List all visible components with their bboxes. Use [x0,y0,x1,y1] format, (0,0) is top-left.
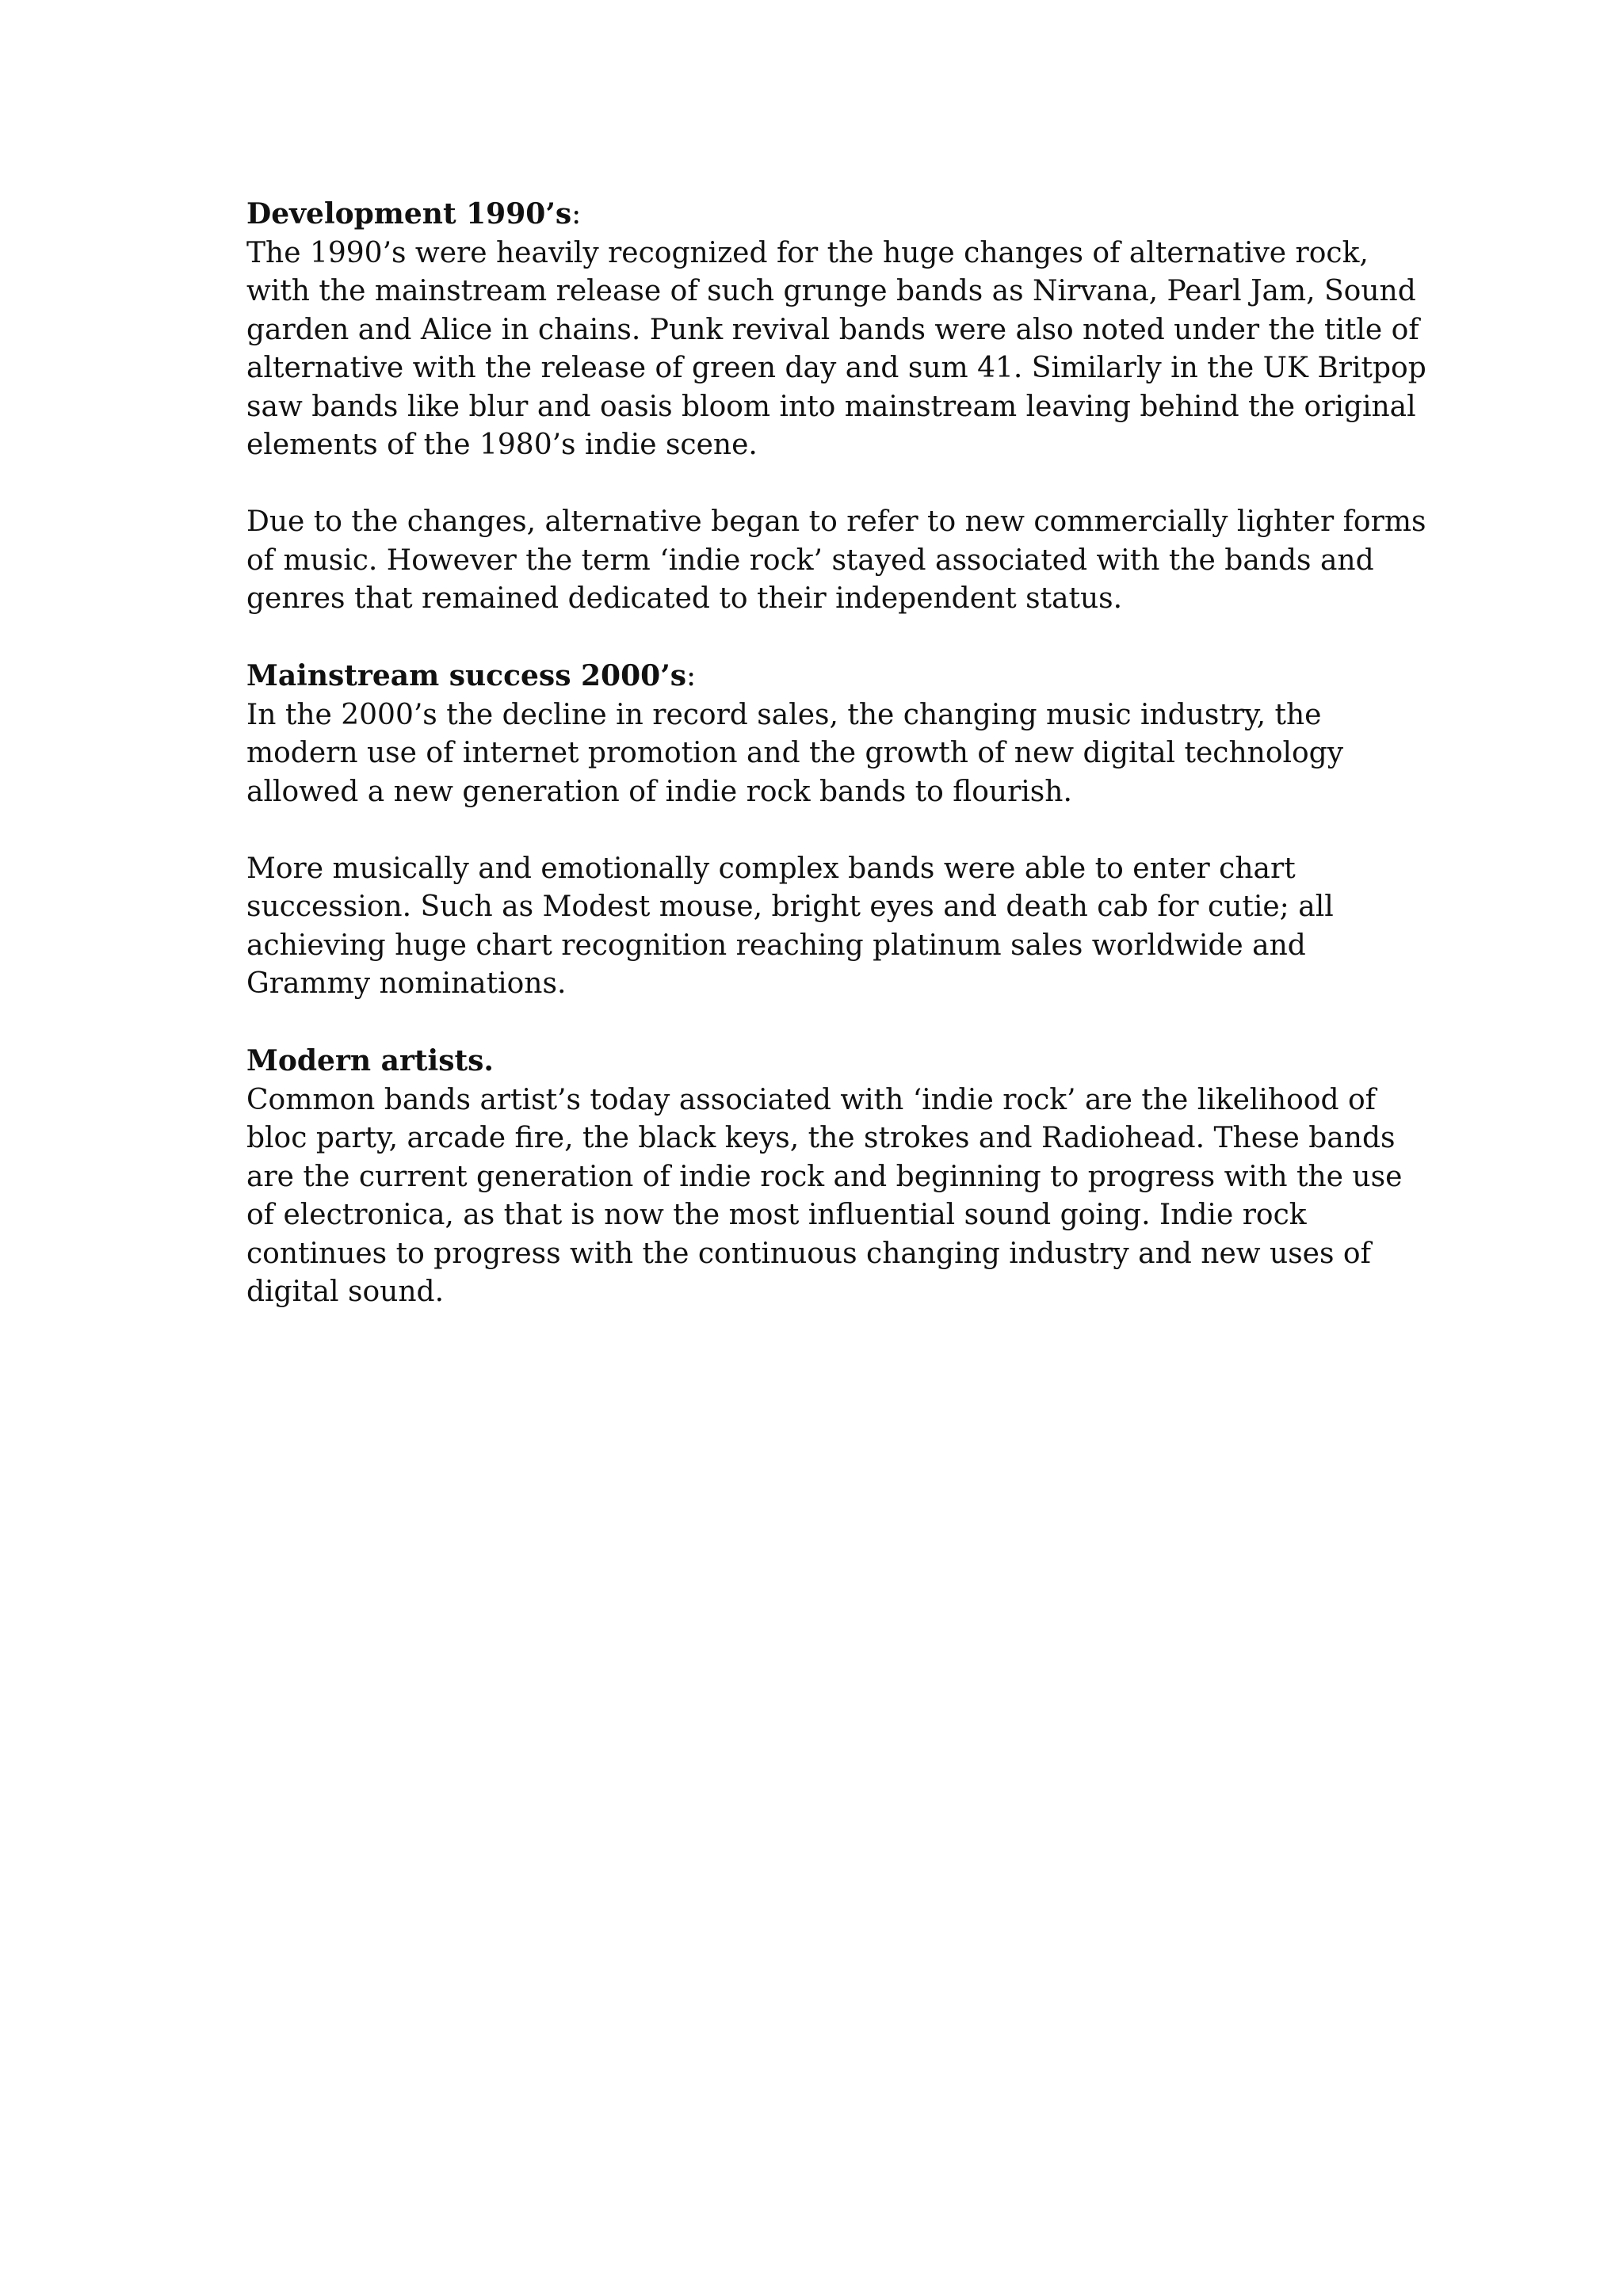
paragraph [246,1081,1403,1312]
text-line: bloc party, arcade fire, the black keys, the strokes and Radiohead. These bands [246,1122,1396,1154]
text-line: genres that remained dedicated to their independent status. [246,582,1123,615]
text-line: garden and Alice in chains. Punk revival bands were also noted under the title of [246,313,1419,346]
text-line: allowed a new generation of indie rock bands to flourish. [246,775,1072,808]
text-line: of music. However the term ‘indie rock’ stayed associated with the bands and [246,543,1374,577]
text-line: elements of the 1980’s indie scene. [246,429,758,461]
text-line: with the mainstream release of such grunge bands as Nirvana, Pearl Jam, Sound [246,275,1416,307]
section-heading [246,195,1388,235]
section-heading [246,1042,1388,1081]
text-line: continues to progress with the continuous changing industry and new uses of [246,1237,1371,1270]
paragraph [246,235,1426,465]
paragraph [246,696,1388,812]
text-line: The 1990’s were heavily recognized for the huge changes of alternative rock, [246,236,1369,269]
text-line: Common bands artist’s today associated with ‘indie rock’ are the likelihood of [246,1083,1376,1116]
paragraph [246,850,1388,1004]
text-line: In the 2000’s the decline in record sales, the changing music industry, the [246,698,1322,731]
section-heading-text: Modern artists. [246,1044,494,1077]
section-heading [246,657,1388,696]
text-line: saw bands like blur and oasis bloom into mainstream leaving behind the original [246,390,1416,423]
section-heading-text: Mainstream success 2000’s [246,659,686,692]
text-line: modern use of internet promotion and the growth of new digital technology [246,737,1344,769]
text-line: More musically and emotionally complex bands were able to enter chart [246,852,1296,885]
text-line: Grammy nominations. [246,967,567,1000]
section-mainstream-success-2000s [246,657,1388,1004]
text-line: achieving huge chart recognition reaching platinum sales worldwide and [246,929,1306,962]
text-line: of electronica, as that is now the most influential sound going. Indie rock [246,1199,1307,1231]
text-line: digital sound. [246,1276,445,1308]
paragraph [246,503,1426,619]
section-development-1990s [246,195,1426,619]
text-line: alternative with the release of green day and sum 41. Similarly in the UK Britpop [246,352,1426,384]
section-heading-text: Development 1990’s [246,197,572,231]
section-modern-artists [246,1042,1403,1312]
text-line: Due to the changes, alternative began to refer to new commercially lighter forms [246,505,1426,538]
text-line: succession. Such as Modest mouse, bright eyes and death cab for cutie; all [246,891,1334,923]
text-line: are the current generation of indie rock and beginning to progress with the use [246,1160,1403,1193]
document-body [246,195,1426,1350]
section-heading-suffix: : [571,198,582,231]
section-heading-suffix: : [686,660,697,692]
